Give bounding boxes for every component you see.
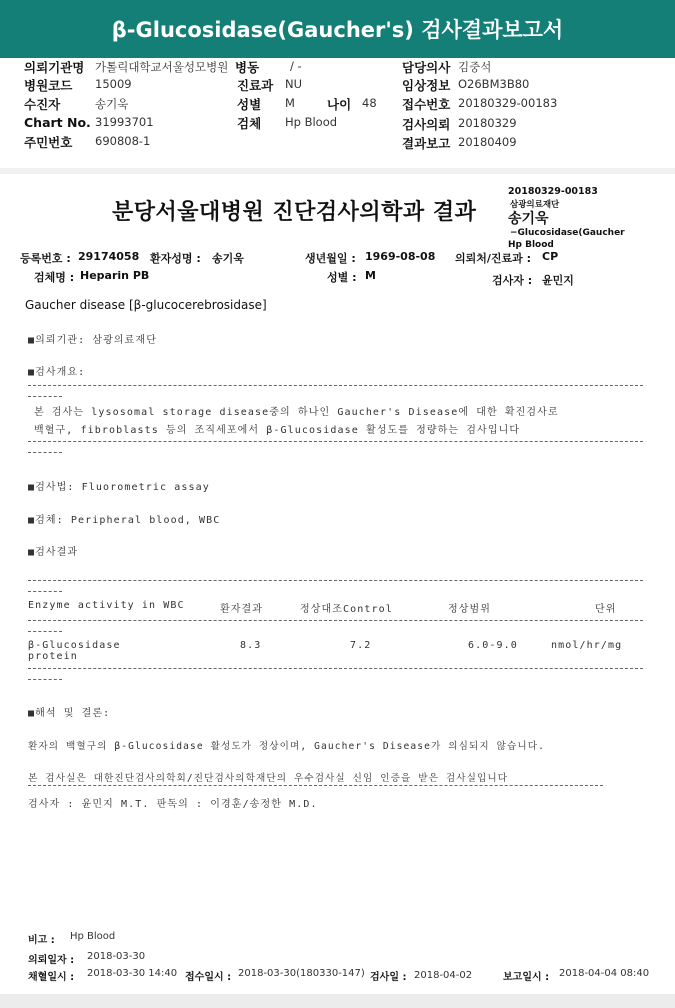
dob-label: 생년월일 : [305, 252, 356, 265]
patient-label: 수진자 [24, 97, 61, 112]
resident-value: 690808-1 [95, 134, 151, 148]
patient-value: 송기욱 [95, 97, 129, 111]
chart-label: Chart No. [24, 115, 91, 130]
table-header-patient: 환자결과 [220, 604, 264, 615]
test-date-label: 검사일 : [370, 972, 407, 983]
report-sex-value: M [365, 269, 376, 282]
dashed-rule [28, 668, 643, 669]
chart-value: 31993701 [95, 115, 154, 129]
report-sex-label: 성별 : [327, 271, 357, 284]
dashed-rule [28, 631, 62, 632]
section-result: ■검사결과 [28, 547, 79, 558]
sex-value: M [285, 96, 295, 110]
report-value: 20180409 [458, 135, 517, 149]
note-label: 비고 : [28, 935, 55, 946]
report-image [0, 174, 675, 994]
specimen-value: Hp Blood [285, 115, 338, 129]
ward-value: / - [290, 59, 302, 73]
table-row-unit: nmol/hr/mg [551, 640, 623, 651]
clinic-label: 의뢰처/진료과 : [455, 252, 532, 265]
reg-no-label: 등록번호 : [20, 252, 71, 265]
table-row-name-cont: protein [28, 651, 78, 662]
table-row-control: 7.2 [350, 640, 372, 651]
corner-number: 20180329-00183 [508, 186, 598, 197]
corner-test: −Glucosidase(Gaucher [510, 228, 625, 238]
section-overview: ■검사개요: [28, 367, 86, 378]
specimen-label: 검체 [237, 116, 262, 131]
section-method: ■검사법: Fluorometric assay [28, 482, 210, 493]
dob-value: 1969-08-08 [365, 250, 436, 263]
table-header-range: 정상범위 [448, 604, 492, 615]
dashed-rule [28, 452, 62, 453]
dashed-rule [28, 785, 603, 786]
age-label: 나이 [327, 97, 352, 112]
dashed-rule [28, 385, 643, 386]
accept-value: 2018-03-30(180330-147) [238, 968, 365, 979]
clinical-value: O26BM3B80 [458, 77, 530, 91]
corner-foundation: 삼광의료재단 [510, 200, 560, 210]
hospital-code-label: 병원코드 [24, 78, 73, 93]
overview-line-1: 본 검사는 lysosomal storage disease중의 하나인 Gaucher's Disease에 대한 확진검사로 [34, 407, 559, 418]
patient-name-label: 환자성명 : [150, 252, 201, 265]
corner-specimen: Hp Blood [508, 240, 554, 250]
corner-name: 송기욱 [508, 211, 549, 227]
dashed-rule [28, 396, 62, 397]
report-main-title: 분당서울대병원 진단검사의학과 결과 [112, 200, 477, 225]
note-value: Hp Blood [70, 931, 116, 942]
hospital-code-value: 15009 [95, 77, 132, 91]
section-institution: ■의뢰기관: 삼광의료재단 [28, 335, 157, 346]
bottom-edge [0, 994, 675, 1008]
overview-line-2: 백혈구, fibroblasts 등의 조직세포에서 β-Glucosidase 활성도를 정량하는 검사입니다 [34, 425, 521, 436]
dashed-rule [28, 591, 62, 592]
age-value: 48 [362, 96, 377, 110]
request-date-value: 2018-03-30 [87, 951, 146, 962]
report-time-label: 보고일시 : [503, 972, 550, 983]
table-row-range: 6.0-9.0 [468, 640, 518, 651]
page-title-bar [0, 0, 675, 58]
reg-no-value: 29174058 [78, 250, 140, 263]
report-label: 결과보고 [402, 136, 451, 151]
dashed-rule [28, 441, 643, 442]
doctor-value: 김중석 [458, 60, 492, 74]
section-interpretation: ■해석 및 결론: [28, 708, 111, 719]
accept-label: 접수일시 : [185, 972, 232, 983]
certification-line: 본 검사실은 대한진단검사의학회/진단검사의학재단의 우수검사실 신임 인증을 받은 검사실입니다 [28, 773, 509, 784]
collect-label: 채혈일시 : [28, 972, 75, 983]
interpretation-line: 환자의 백혈구의 β-Glucosidase 활성도가 정상이며, Gaucher's Disease가 의심되지 않습니다. [28, 741, 545, 752]
examiner-label: 검사자 : [492, 274, 533, 287]
resident-label: 주민번호 [24, 135, 73, 150]
table-header-control: 정상대조Control [300, 604, 393, 615]
receipt-value: 20180329-00183 [458, 96, 558, 110]
dashed-rule [28, 679, 62, 680]
request-label: 검사의뢰 [402, 117, 451, 132]
request-value: 20180329 [458, 116, 517, 130]
table-header-enzyme: Enzyme activity in WBC [28, 600, 185, 611]
report-header-info [0, 58, 675, 169]
specimen-name-label: 검체명 : [34, 271, 75, 284]
collect-value: 2018-03-30 14:40 [87, 968, 178, 979]
table-header-unit: 단위 [595, 604, 617, 615]
institution-label: 의뢰기관명 [24, 60, 85, 75]
table-row-patient: 8.3 [240, 640, 262, 651]
dashed-rule [28, 580, 643, 581]
ward-label: 병동 [235, 60, 260, 75]
dept-value: NU [285, 77, 303, 91]
test-date-value: 2018-04-02 [414, 970, 473, 981]
request-date-label: 의뢰일자 : [28, 955, 75, 966]
dashed-rule [28, 620, 643, 621]
clinical-label: 임상정보 [402, 78, 451, 93]
dept-label: 진료과 [237, 78, 274, 93]
signers-line: 검사자 : 윤민지 M.T. 판독의 : 이경훈/송정한 M.D. [28, 799, 318, 810]
disease-title: Gaucher disease [β-glucocerebrosidase] [25, 298, 267, 312]
page-title: β-Glucosidase(Gaucher's) 검사결과보고서 [111, 18, 564, 42]
receipt-label: 접수번호 [402, 97, 451, 112]
examiner-value: 윤민지 [542, 274, 574, 287]
institution-value: 가톨릭대학교서울성모병원 [95, 60, 229, 74]
section-specimen: ■검체: Peripheral blood, WBC [28, 515, 221, 526]
specimen-name-value: Heparin PB [80, 269, 150, 282]
doctor-label: 담당의사 [402, 60, 451, 75]
patient-name-value: 송기욱 [212, 252, 244, 265]
table-row-name: β-Glucosidase [28, 640, 121, 651]
report-time-value: 2018-04-04 08:40 [559, 968, 650, 979]
sex-label: 성별 [237, 97, 262, 112]
clinic-value: CP [542, 250, 559, 263]
